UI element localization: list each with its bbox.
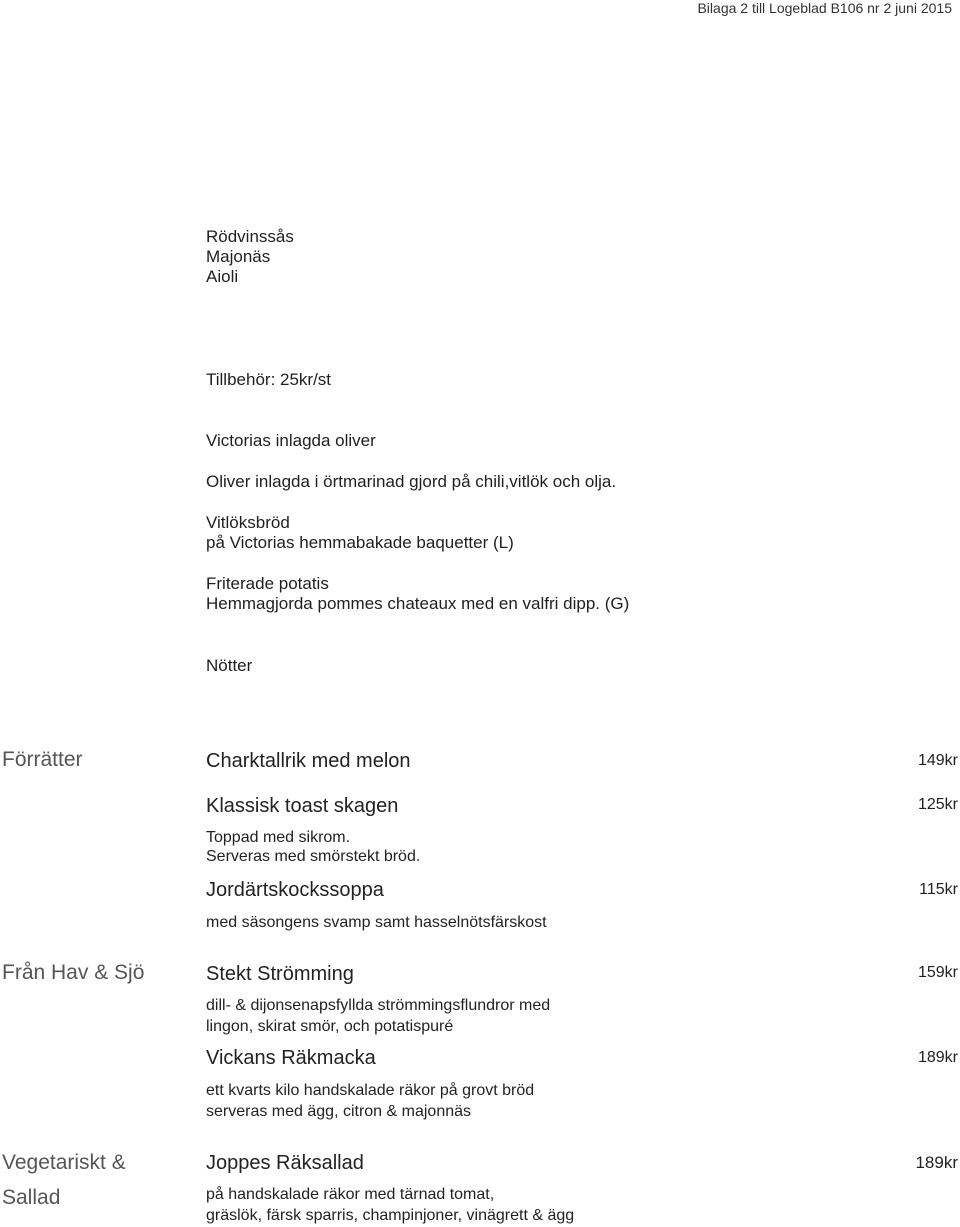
dish-desc: på handskalade räkor med tärnad tomat,	[206, 1186, 495, 1203]
dish-title: Klassisk toast skagen	[206, 795, 399, 817]
dish-price: 115kr	[919, 881, 958, 898]
dip-item: Aioli	[206, 267, 239, 286]
dish-desc: gräslök, färsk sparris, champinjoner, vinägrett & ägg	[206, 1207, 575, 1224]
dish-desc: Toppad med sikrom.	[206, 829, 351, 846]
dip-item: Rödvinssås	[206, 227, 294, 246]
category-label: Sallad	[2, 1186, 61, 1209]
dish-desc: Serveras med smörstekt bröd.	[206, 848, 421, 865]
dish-price: 189kr	[917, 1049, 958, 1066]
category-label: Förrätter	[2, 748, 83, 771]
dish-title: Joppes Räksallad	[206, 1152, 364, 1174]
dish-price: 125kr	[917, 796, 958, 813]
accessory-name: Vitlöksbröd	[206, 513, 290, 532]
accessory-name: Nötter	[206, 656, 253, 675]
page-header: Bilaga 2 till Logeblad B106 nr 2 juni 2015	[697, 0, 952, 16]
accessory-name: Victorias inlagda oliver	[206, 431, 376, 450]
dish-title: Vickans Räkmacka	[206, 1047, 376, 1069]
accessory-desc: på Victorias hemmabakade baquetter (L)	[206, 533, 514, 552]
accessory-name: Friterade potatis	[206, 574, 329, 593]
category-label: Vegetariskt &	[2, 1151, 126, 1174]
dish-desc: ett kvarts kilo handskalade räkor på grovt bröd	[206, 1082, 535, 1099]
dip-item: Majonäs	[206, 247, 271, 266]
dish-title: Jordärtskockssoppa	[206, 879, 384, 901]
accessory-desc: Oliver inlagda i örtmarinad gjord på chili,vitlök och olja.	[206, 472, 617, 491]
dish-title: Charktallrik med melon	[206, 750, 411, 772]
dish-desc: med säsongens svamp samt hasselnötsfärskost	[206, 914, 547, 931]
dish-price: 159kr	[917, 964, 958, 981]
dish-desc: serveras med ägg, citron & majonnäs	[206, 1103, 472, 1120]
dish-desc: lingon, skirat smör, och potatispuré	[206, 1018, 454, 1035]
dish-price: 189kr	[915, 1153, 958, 1172]
accessories-heading: Tillbehör: 25kr/st	[206, 370, 332, 389]
category-label: Från Hav & Sjö	[2, 961, 145, 984]
dish-price: 149kr	[917, 752, 958, 769]
dish-title: Stekt Strömming	[206, 963, 354, 985]
accessory-desc: Hemmagjorda pommes chateaux med en valfri dipp. (G)	[206, 594, 630, 613]
dish-desc: dill- & dijonsenapsfyllda strömmingsflundror med	[206, 997, 551, 1014]
